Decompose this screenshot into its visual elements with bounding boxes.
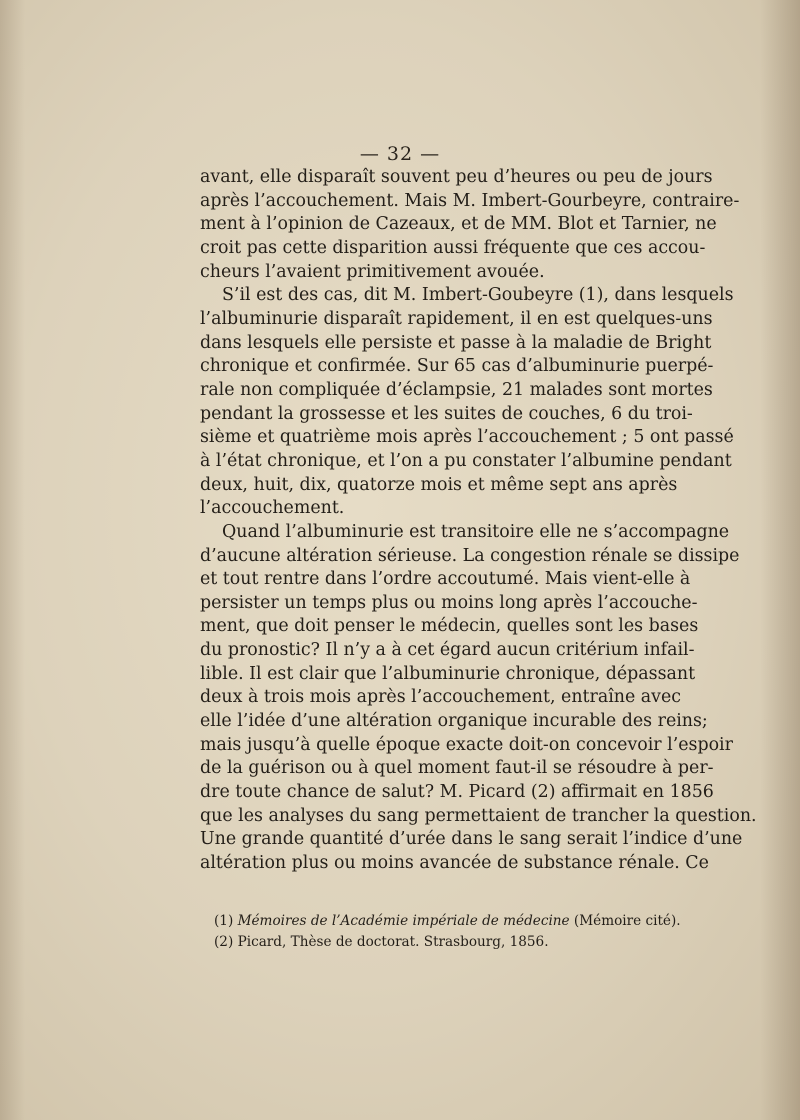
- text-line: d’aucune altération sérieuse. La congestion rénale se dissipe: [200, 545, 740, 566]
- text-line: elle l’idée d’une altération organique incurable des reins;: [200, 711, 708, 732]
- text-line: dans lesquels elle persiste et passe à la maladie de Bright: [200, 332, 712, 353]
- text-line: Une grande quantité d’urée dans le sang serait l’indice d’une: [200, 829, 743, 850]
- body-text: [200, 166, 757, 876]
- page-shadow-left: [0, 0, 25, 1120]
- text-line: Quand l’albuminurie est transitoire elle ne s’accompagne: [222, 521, 730, 542]
- text-line: du pronostic? Il n’y a à cet égard aucun critérium infail-: [200, 640, 695, 661]
- footnote-mark: (1): [214, 913, 234, 929]
- text-line: après l’accouchement. Mais M. Imbert-Gourbeyre, contraire-: [200, 190, 740, 211]
- text-line: ment, que doit penser le médecin, quelles sont les bases: [200, 616, 699, 637]
- text-line: pendant la grossesse et les suites de couches, 6 du troi-: [200, 403, 693, 424]
- text-line: rale non compliquée d’éclampsie, 21 malades sont mortes: [200, 379, 713, 400]
- text-line: que les analyses du sang permettaient de trancher la question.: [200, 805, 757, 826]
- page-number: — 32 —: [359, 143, 441, 165]
- text-line: avant, elle disparaît souvent peu d’heures ou peu de jours: [200, 167, 713, 187]
- text-line: de la guérison ou à quel moment faut-il se résoudre à per-: [200, 758, 714, 779]
- footnote: [214, 932, 664, 953]
- text-line: ment à l’opinion de Cazeaux, et de MM. Blot et Tarnier, ne: [200, 214, 717, 235]
- footnote-text: (Mémoire cité).: [569, 913, 681, 929]
- footnote-mark: (2): [214, 934, 234, 950]
- text-line: croit pas cette disparition aussi fréquente que ces accou-: [200, 237, 706, 258]
- text-line: chronique et confirmée. Sur 65 cas d’albuminurie puerpé-: [200, 356, 714, 377]
- footnote-text: Picard, Thèse de doctorat. Strasbourg, 1856.: [233, 934, 549, 950]
- text-line: dre toute chance de salut? M. Picard (2) affirmait en 1856: [200, 782, 714, 803]
- text-line: sième et quatrième mois après l’accouchement ; 5 ont passé: [200, 427, 734, 448]
- footnotes: [214, 911, 681, 953]
- text-line: cheurs l’avaient primitivement avouée.: [200, 261, 545, 282]
- text-line: mais jusqu’à quelle époque exacte doit-on concevoir l’espoir: [200, 734, 733, 755]
- text-line: altération plus ou moins avancée de substance rénale. Ce: [200, 853, 709, 874]
- text-line: l’accouchement.: [200, 498, 345, 519]
- footnote: [214, 911, 681, 932]
- text-line: deux à trois mois après l’accouchement, entraîne avec: [200, 687, 682, 708]
- text-line: l’albuminurie disparaît rapidement, il en est quelques-uns: [200, 308, 713, 329]
- text-line: deux, huit, dix, quatorze mois et même sept ans après: [200, 474, 678, 495]
- text-line: et tout rentre dans l’ordre accoutumé. Mais vient-elle à: [200, 569, 691, 590]
- page-shadow-right: [760, 0, 800, 1120]
- text-line: lible. Il est clair que l’albuminurie chronique, dépassant: [200, 663, 696, 684]
- text-line: persister un temps plus ou moins long après l’accouche-: [200, 592, 698, 613]
- text-line: à l’état chronique, et l’on a pu constater l’albumine pendant: [200, 450, 732, 471]
- text-line: S’il est des cas, dit M. Imbert-Goubeyre (1), dans lesquels: [222, 285, 734, 306]
- footnote-title: Mémoires de l’Académie impériale de médecine: [237, 913, 570, 929]
